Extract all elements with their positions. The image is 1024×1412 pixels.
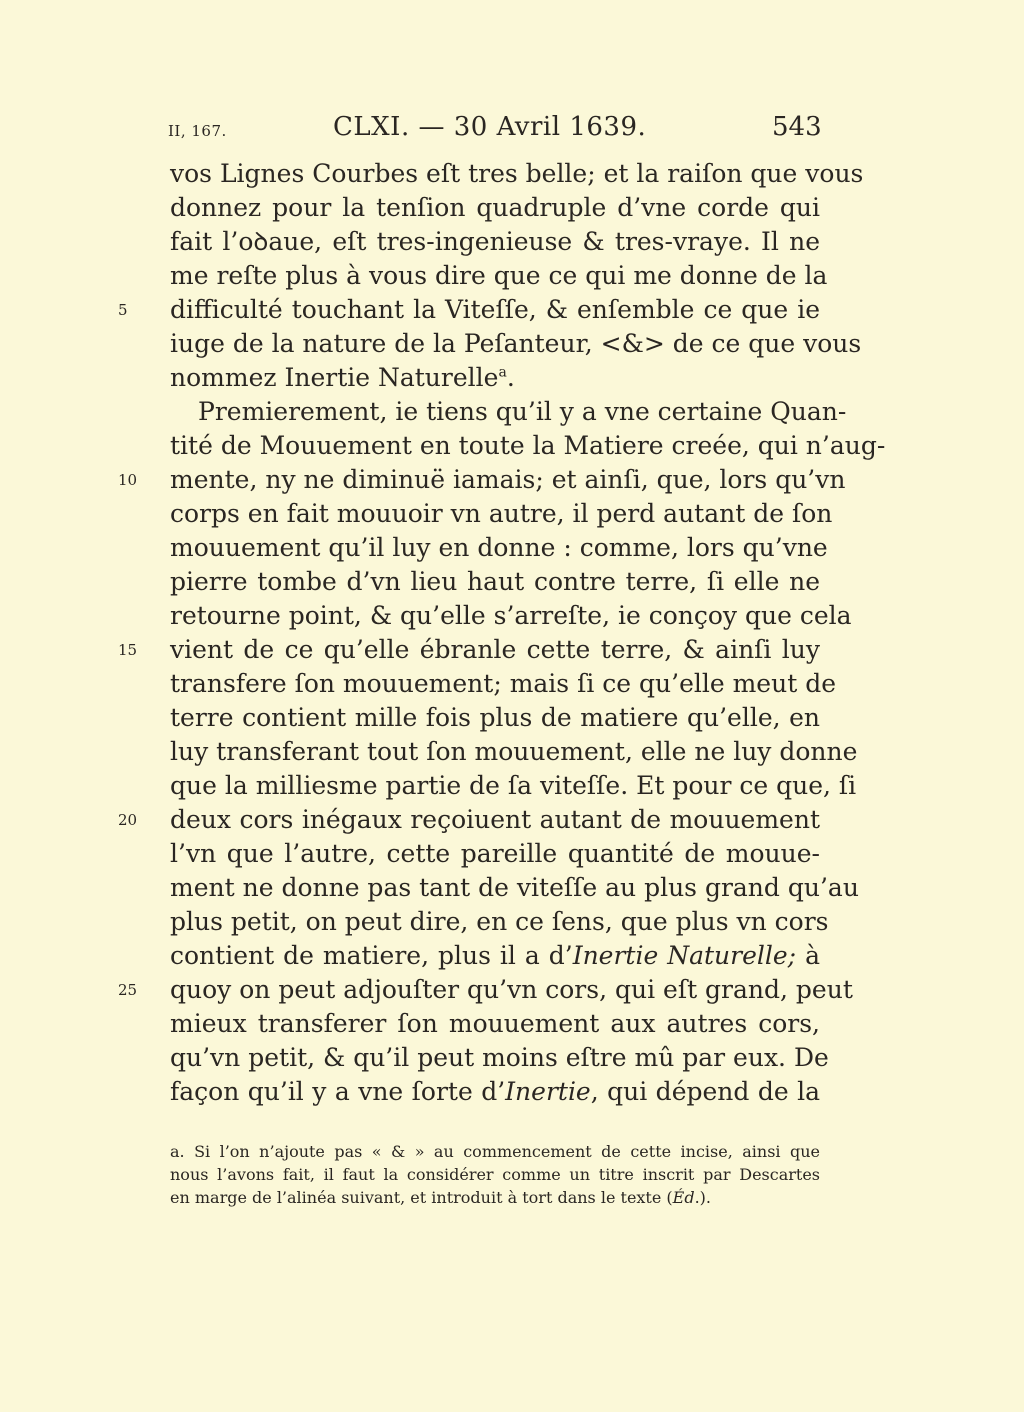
text-line [118, 293, 820, 327]
line-text: tité de Mouuement en toute la Matiere creée, qui n’aug- [170, 431, 886, 460]
line-text: ment ne donne pas tant de viteſſe au plus grand qu’au [170, 873, 859, 902]
line-text: difficulté touchant la Viteſſe, & enſemble ce que ie [170, 295, 820, 324]
text-line [170, 1041, 829, 1075]
page-header [0, 112, 1024, 152]
page-number: 543 [772, 112, 822, 142]
text-line [170, 395, 847, 429]
italic-text: Inertie [505, 1077, 591, 1106]
text-line [170, 327, 862, 361]
line-text: mieux transferer ſon mouuement aux autres cors, [170, 1009, 820, 1038]
text-line [118, 973, 853, 1007]
line-number: 5 [118, 301, 128, 319]
text-line [170, 667, 836, 701]
text-line [170, 531, 828, 565]
line-text: que la milliesme partie de ſa viteſſe. Et pour ce que, ſi [170, 771, 857, 800]
line-number: 20 [118, 811, 138, 829]
line-text: terre contient mille fois plus de matiere qu’elle, en [170, 703, 820, 732]
line-text: deux cors inégaux reçoiuent autant de mouuement [170, 805, 820, 834]
italic-text: Inertie Naturelle; [572, 941, 797, 970]
line-text: corps en fait mouuoir vn autre, il perd autant de ſon [170, 499, 833, 528]
line-text: qu’vn petit, & qu’il peut moins eſtre mû par eux. De [170, 1043, 829, 1072]
text-line [170, 735, 858, 769]
line-text: me reſte plus à vous dire que ce qui me donne de la [170, 261, 828, 290]
text-line [170, 259, 828, 293]
line-text: quoy on peut adjouſter qu’vn cors, qui eſt grand, peut [170, 975, 853, 1004]
text-line [170, 361, 820, 395]
text-line [170, 905, 829, 939]
text-line [170, 701, 820, 735]
line-text: l’vn que l’autre, cette pareille quantité de mouue- [170, 839, 820, 868]
line-text: retourne point, & qu’elle s’arreſte, ie conçoy que cela [170, 601, 852, 630]
line-text: vient de ce qu’elle ébranle cette terre, & ainſi luy [170, 635, 820, 664]
line-text: plus petit, on peut dire, en ce ſens, que plus vn cors [170, 907, 829, 936]
line-text-tail: , qui dépend de la [590, 1077, 820, 1106]
text-line [170, 939, 820, 973]
line-text: pierre tombe d’vn lieu haut contre terre, ſi elle ne [170, 567, 820, 596]
line-text: vos Lignes Courbes eſt tres belle; et la raiſon que vous [170, 159, 864, 188]
line-text: mente, ny ne diminuë iamais; et ainſi, que, lors qu’vn [170, 465, 846, 494]
line-text: façon qu’il y a vne ſorte d’ [170, 1077, 506, 1106]
text-line [170, 769, 857, 803]
footnote-italic: Éd [672, 1188, 695, 1207]
line-text: iuge de la nature de la Peſanteur, <&> de ce que vous [170, 329, 862, 358]
line-number: 15 [118, 641, 138, 659]
line-text: transfere ſon mouuement; mais ſi ce qu’elle meut de [170, 669, 836, 698]
volume-reference: II, 167. [168, 122, 227, 140]
footnote-marker: a [498, 364, 507, 381]
footnote-text: .). [694, 1188, 711, 1207]
line-number: 10 [118, 471, 138, 489]
text-line [170, 429, 886, 463]
line-text-tail: à [796, 941, 820, 970]
text-line [118, 803, 820, 837]
line-text: mouuement qu’il luy en donne : comme, lors qu’vne [170, 533, 828, 562]
footnote-line: a. Si l’on n’ajoute pas « & » au commencement de cette incise, ainsi que [170, 1142, 820, 1161]
text-line [170, 565, 820, 599]
line-text: donnez pour la tenſion quadruple d’vne corde qui [170, 193, 820, 222]
line-text: nommez Inertie Naturelle [170, 363, 499, 392]
letter-heading: CLXI. — 30 Avril 1639. [333, 112, 647, 142]
text-line [170, 225, 820, 259]
text-line [170, 599, 852, 633]
line-text: contient de matiere, plus il a d’ [170, 941, 573, 970]
text-line [170, 871, 859, 905]
line-text: Premierement, ie tiens qu’il y a vne certaine Quan- [198, 397, 847, 426]
footnote-line [170, 1186, 820, 1209]
line-text: fait l’oꝺaue, eſt tres-ingenieuse & tres-vraye. Il ne [170, 227, 820, 256]
text-line [170, 157, 864, 191]
line-number: 25 [118, 981, 138, 999]
text-line [118, 633, 820, 667]
line-text-tail: . [506, 363, 515, 392]
footnote-line: nous l’avons fait, il faut la considérer comme un titre inscrit par Descartes [170, 1165, 820, 1184]
line-text: luy transferant tout ſon mouuement, elle ne luy donne [170, 737, 858, 766]
text-line [170, 191, 820, 225]
text-line [170, 1075, 820, 1109]
text-line [170, 497, 833, 531]
text-line [118, 463, 846, 497]
footnote-text: en marge de l’alinéa suivant, et introduit à tort dans le texte ( [170, 1188, 673, 1207]
text-line [170, 1007, 820, 1041]
text-line [170, 837, 820, 871]
